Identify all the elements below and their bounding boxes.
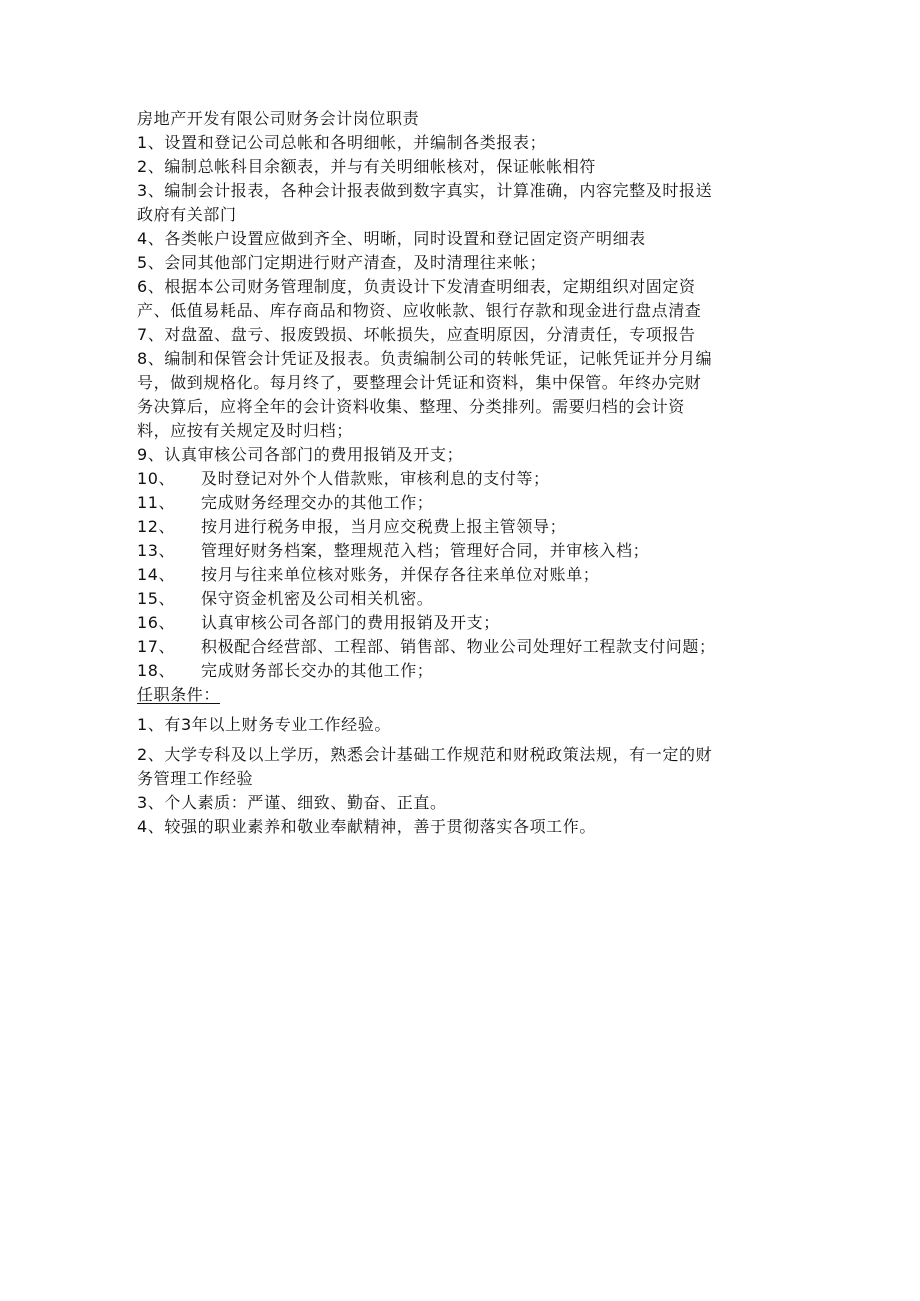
duty-text: 管理好财务档案，整理规范入档；管理好合同，并审核入档； xyxy=(201,541,650,560)
duties-list-b xyxy=(137,467,787,683)
duty-row xyxy=(137,491,787,515)
duty-row xyxy=(137,635,787,659)
duty-text: 及时登记对外个人借款账，审核利息的支付等； xyxy=(201,469,550,488)
duty-row xyxy=(137,515,787,539)
duty-line: 1、设置和登记公司总帐和各明细帐，并编制各类报表； xyxy=(137,133,547,152)
duty-text: 认真审核公司各部门的费用报销及开支； xyxy=(201,613,500,632)
requirement-line: 1、有3年以上财务专业工作经验。 xyxy=(137,715,391,734)
duty-line: 务决算后，应将全年的会计资料收集、整理、分类排列。需要归档的会计资 xyxy=(137,397,685,416)
requirements-list xyxy=(137,713,787,839)
requirement-line: 4、较强的职业素养和敬业奉献精神，善于贯彻落实各项工作。 xyxy=(137,817,596,836)
document-body xyxy=(137,107,787,839)
duty-text: 完成财务经理交办的其他工作； xyxy=(201,493,434,512)
duty-text: 按月与往来单位核对账务，并保存各往来单位对账单； xyxy=(201,565,600,584)
duty-line: 8、编制和保管会计凭证及报表。负责编制公司的转帐凭证，记帐凭证并分月编 xyxy=(137,349,713,368)
duty-number: 12、 xyxy=(137,517,176,536)
duty-number: 10、 xyxy=(137,469,176,488)
duty-number: 17、 xyxy=(137,637,176,656)
duty-number: 11、 xyxy=(137,493,176,512)
duty-line: 6、根据本公司财务管理制度，负责设计下发清查明细表，定期组织对固定资 xyxy=(137,277,696,296)
duty-number: 18、 xyxy=(137,661,176,680)
duties-list-a xyxy=(137,131,787,467)
duty-text: 按月进行税务申报，当月应交税费上报主管领导； xyxy=(201,517,567,536)
duty-line: 政府有关部门 xyxy=(137,205,237,224)
duty-number: 15、 xyxy=(137,589,176,608)
duty-line: 4、各类帐户设置应做到齐全、明晰，同时设置和登记固定资产明细表 xyxy=(137,229,646,248)
duty-row xyxy=(137,611,787,635)
duty-line: 7、对盘盈、盘亏、报废毁损、坏帐损失，应查明原因，分清责任，专项报告 xyxy=(137,325,696,344)
duty-number: 16、 xyxy=(137,613,176,632)
duty-text: 完成财务部长交办的其他工作； xyxy=(201,661,434,680)
duty-number: 14、 xyxy=(137,565,176,584)
requirement-line: 2、大学专科及以上学历，熟悉会计基础工作规范和财税政策法规，有一定的财 xyxy=(137,745,713,764)
duty-line: 3、编制会计报表，各种会计报表做到数字真实，计算准确，内容完整及时报送 xyxy=(137,181,713,200)
duty-line: 5、会同其他部门定期进行财产清查，及时清理往来帐； xyxy=(137,253,547,272)
duty-text: 积极配合经营部、工程部、销售部、物业公司处理好工程款支付问题； xyxy=(201,637,716,656)
duty-line: 号，做到规格化。每月终了，要整理会计凭证和资料，集中保管。年终办完财 xyxy=(137,373,702,392)
duty-number: 13、 xyxy=(137,541,176,560)
duty-line: 料，应按有关规定及时归档； xyxy=(137,421,353,440)
duty-row xyxy=(137,563,787,587)
document-title: 房地产开发有限公司财务会计岗位职责 xyxy=(137,109,420,128)
duty-line: 9、认真审核公司各部门的费用报销及开支； xyxy=(137,445,464,464)
duty-row xyxy=(137,587,787,611)
requirement-line: 务管理工作经验 xyxy=(137,769,254,788)
duty-row xyxy=(137,539,787,563)
duty-row xyxy=(137,467,787,491)
requirement-line: 3、个人素质：严谨、细致、勤奋、正直。 xyxy=(137,793,447,812)
duty-line: 产、低值易耗品、库存商品和物资、应收帐款、银行存款和现金进行盘点清查 xyxy=(137,301,702,320)
duty-row xyxy=(137,659,787,683)
duty-line: 2、编制总帐科目余额表，并与有关明细帐核对，保证帐帐相符 xyxy=(137,157,596,176)
requirements-heading: 任职条件： xyxy=(137,685,221,704)
duty-text: 保守资金机密及公司相关机密。 xyxy=(201,589,434,608)
